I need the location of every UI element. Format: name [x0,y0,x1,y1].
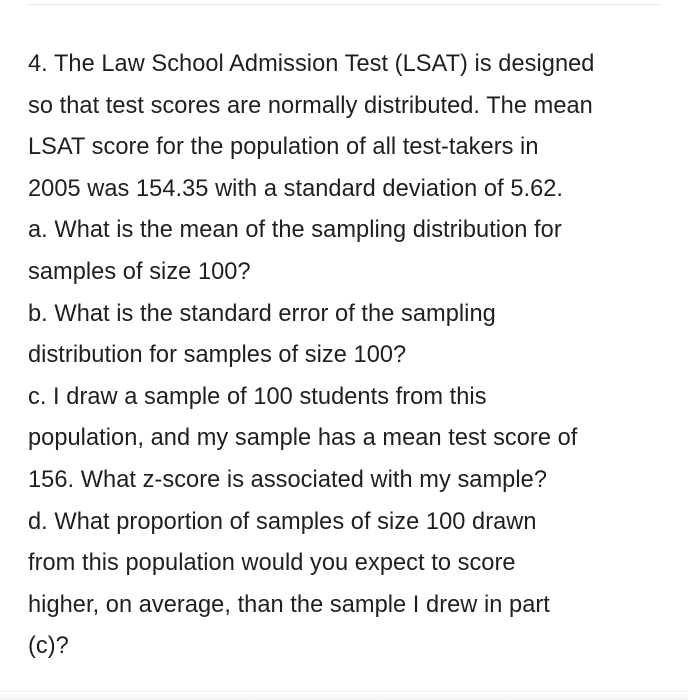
part-c-line: population, and my sample has a mean test score of [28,425,578,452]
part-a-line: samples of size 100? [28,258,251,285]
part-b-line: distribution for samples of size 100? [28,342,407,369]
part-c-line: 156. What z-score is associated with my sample? [28,466,547,493]
part-d-line: from this population would you expect to score [28,550,516,577]
part-d-line: d. What proportion of samples of size 100 drawn [28,508,537,535]
part-d-line: higher, on average, than the sample I drew in part [28,591,550,618]
top-divider [27,4,661,5]
question-text [28,44,668,668]
bottom-edge [0,691,688,700]
part-a-line: a. What is the mean of the sampling distribution for [28,217,562,244]
question-line: so that test scores are normally distributed. The mean [28,92,593,119]
question-line: 4. The Law School Admission Test (LSAT) is designed [28,51,595,77]
question-line: LSAT score for the population of all test-takers in [28,134,539,161]
part-b-line: b. What is the standard error of the sampling [28,300,496,327]
part-c-line: c. I draw a sample of 100 students from this [28,383,487,410]
question-line: 2005 was 154.35 with a standard deviation of 5.62. [28,175,564,202]
part-d-line: (c)? [28,633,69,660]
